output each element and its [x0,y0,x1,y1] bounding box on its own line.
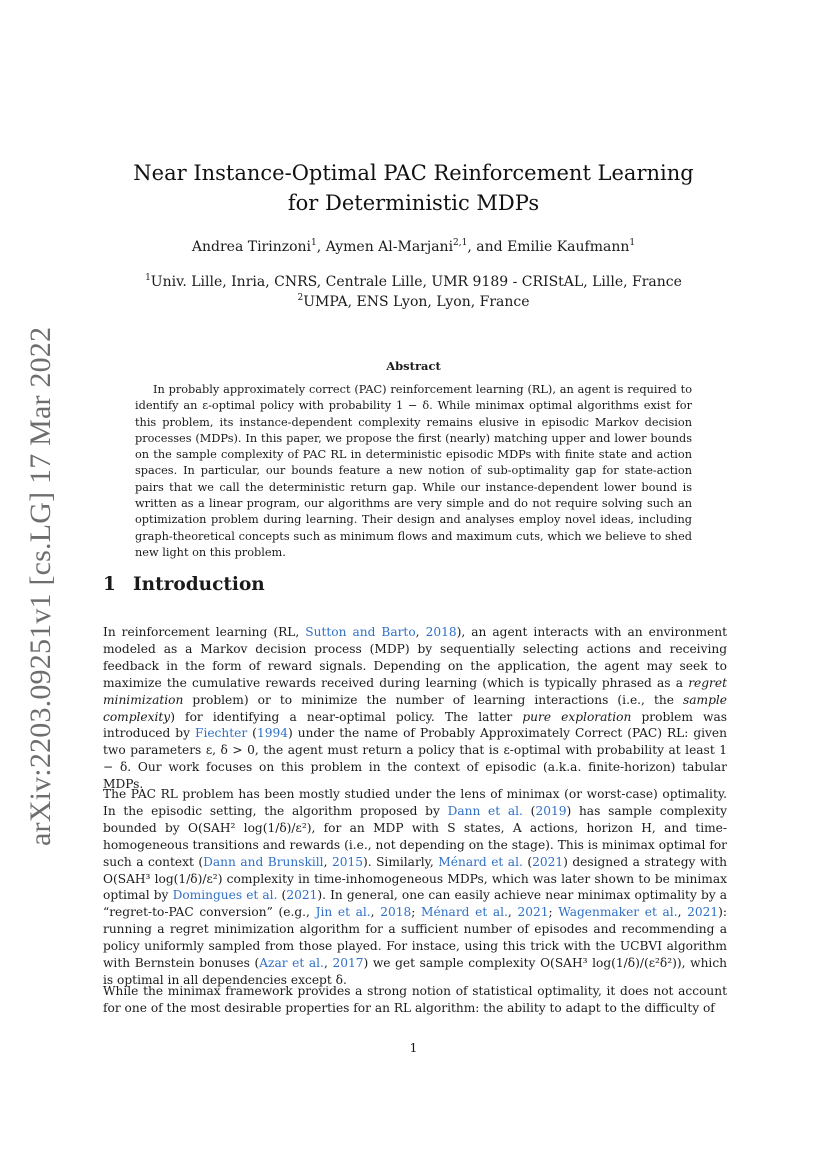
paper-title [0,158,827,218]
citation-link[interactable]: 2015 [331,854,363,869]
title-line-2: for Deterministic MDPs [287,191,540,215]
paragraph-text: ( [277,888,287,903]
intro-paragraph-2 [103,786,727,989]
paragraph-text: ; [411,905,422,920]
affiliation-line [0,292,827,312]
citation-link[interactable]: 2018 [380,905,412,920]
paragraph-text: ), an agent interacts with an environment modeled as a Markov decision process (MDP) by sequentially selecting actions and receiving feedback in the form of reward signals. Depending on the application, the agent may seek to maximize the cumulative rewards received during learning (which is typically phrased as a [103,625,727,690]
paragraph-text: , [415,625,426,639]
section-number: 1 [103,574,116,595]
paragraph-text: ) under the name of Probably Approximately Correct (PAC) RL: given two parameters ε, δ > 0, the agent must return a policy that is ε-optimal with probability at least 1 − δ. Our work focuses on this problem in the context of episodic (a.k.a. finite-horizon) tabular MDPs. [103,726,727,792]
intro-paragraph-1 [103,624,727,793]
emphasis-text: sample complexity [103,692,727,724]
paragraph-text: , [507,905,518,920]
citation-link[interactable]: Ménard et al. [421,905,508,920]
affiliation-text: Univ. Lille, Inria, CNRS, Centrale Lille, UMR 9189 - CRIStAL, Lille, France [150,274,682,290]
citation-link[interactable]: Wagenmaker et al. [558,905,678,920]
citation-link[interactable]: Dann et al. [447,803,523,818]
paragraph-text: ) we get sample complexity O(SAH³ log(1/δ)/(ε²δ²)), which is optimal in all dependencies except δ. [103,956,727,987]
citation-link[interactable]: Dann and Brunskill [203,854,324,869]
citation-link[interactable]: 1994 [256,726,288,741]
citation-link[interactable]: Azar et al. [259,956,324,971]
abstract-body: In probably approximately correct (PAC) reinforcement learning (RL), an agent is required to identify an ε-optimal policy with probability 1 − δ. While minimax optimal algorithms exist for this problem, its instance-dependent complexity remains elusive in episodic Markov decision processes (MDPs). In this paper, we propose the first (nearly) matching upper and lower bounds on the sample complexity of PAC RL in deterministic episodic MDPs with finite state and action spaces. In particular, our bounds feature a new notion of sub-optimality gap for state-action pairs that we call the deterministic return gap. While our instance-dependent lower bound is written as a linear program, our algorithms are very simple and do not require solving such an optimization problem during learning. Their design and analyses employ novel ideas, including graph-theoretical concepts such as minimum flows and maximum cuts, which we believe to shed new light on this problem. [135,383,692,559]
citation-link[interactable]: Domingues et al. [172,888,278,903]
affiliation-mark: 2 [297,293,304,303]
author-affiliation-mark: 1 [629,238,636,248]
paragraph-text: ): running a regret minimization algorithm for a sufficient number of episodes and recommending a policy uniformly sampled from those played. For instace, using this trick with the UCBVI algorithm with Bernstein bonuses ( [103,905,728,971]
paragraph-text: While the minimax framework provides a strong notion of statistical optimality, it does not account for one of the most desirable properties for an RL algorithm: the ability to adapt to the difficulty of [103,984,727,1015]
paragraph-text: In reinforcement learning (RL, [103,625,306,639]
paragraph-text: , [370,905,381,920]
paragraph-text: ). Similarly, [362,854,439,869]
arxiv-identifier: arXiv:2203.09251v1 [cs.LG] 17 Mar 2022 [24,326,57,846]
author-separator: , and [467,239,508,255]
emphasis-text: regret minimization [103,675,727,707]
author-separator: , [316,239,326,255]
paragraph-text: problem) or to minimize the number of learning interactions (i.e., the [183,692,683,707]
citation-link[interactable]: 2021 [532,854,564,869]
author-name: Andrea Tirinzoni [191,239,312,255]
author-affiliation-mark: 2,1 [453,238,468,248]
paragraph-text: ). In general, one can easily achieve near minimax optimality by a “regret-to-PAC conversion” (e.g., [103,888,727,920]
paragraph-text: ( [522,854,533,869]
citation-link[interactable]: Ménard et al. [438,854,523,869]
author-name: Aymen Al-Marjani [325,239,454,255]
author-name: Emilie Kaufmann [507,239,630,255]
citation-link[interactable]: 2021 [517,905,549,920]
citation-link[interactable]: 2021 [286,888,318,903]
citation-link[interactable]: Sutton and Barto [305,625,416,639]
citation-link[interactable]: 2018 [425,625,457,639]
citation-link[interactable]: 2021 [687,905,719,920]
abstract-heading: Abstract [386,359,441,373]
paragraph-text: ; [548,905,559,920]
paragraph-text: ) has sample complexity bounded by O(SAH² log(1/δ)/ε²), for an MDP with S states, A actions, horizon H, and time-homogeneous transitions and rewards (i.e., not depending on the stage). This is minimax optimal for such a context ( [103,803,727,869]
paragraph-text: ( [522,803,536,818]
affiliations [0,272,827,312]
title-line-1: Near Instance-Optimal PAC Reinforcement Learning [133,161,694,185]
paragraph-text: , [323,956,333,971]
citation-link[interactable]: Jin et al. [315,905,371,920]
paragraph-text: , [677,905,688,920]
affiliation-line [0,272,827,292]
page-number: 1 [409,1040,418,1055]
emphasis-text: pure exploration [522,709,632,724]
citation-link[interactable]: 2019 [535,803,567,818]
paragraph-text: , [323,854,332,869]
intro-paragraph-3 [103,983,727,1017]
paragraph-text: ) designed a strategy with O(SAH³ log(1/δ)/ε²) complexity in time-inhomogeneous MDPs, which was later shown to be minimax optimal by [103,854,727,903]
author-affiliation-mark: 1 [311,238,317,248]
citation-link[interactable]: Fiechter [194,726,248,741]
paragraph-text: problem was introduced by [103,709,727,741]
paragraph-text: The PAC RL problem has been mostly studied under the lens of minimax (or worst-case) optimality. In the episodic setting, the algorithm proposed by [103,787,727,818]
affiliation-text: UMPA, ENS Lyon, Lyon, France [303,294,530,310]
citation-link[interactable]: 2017 [332,956,364,971]
author-list [0,237,827,257]
section-title: Introduction [133,574,265,595]
paragraph-text: ( [247,726,257,741]
paragraph-text: ) for identifying a near-optimal policy. The latter [170,709,523,724]
affiliation-mark: 1 [145,273,151,283]
section-heading [103,572,265,598]
